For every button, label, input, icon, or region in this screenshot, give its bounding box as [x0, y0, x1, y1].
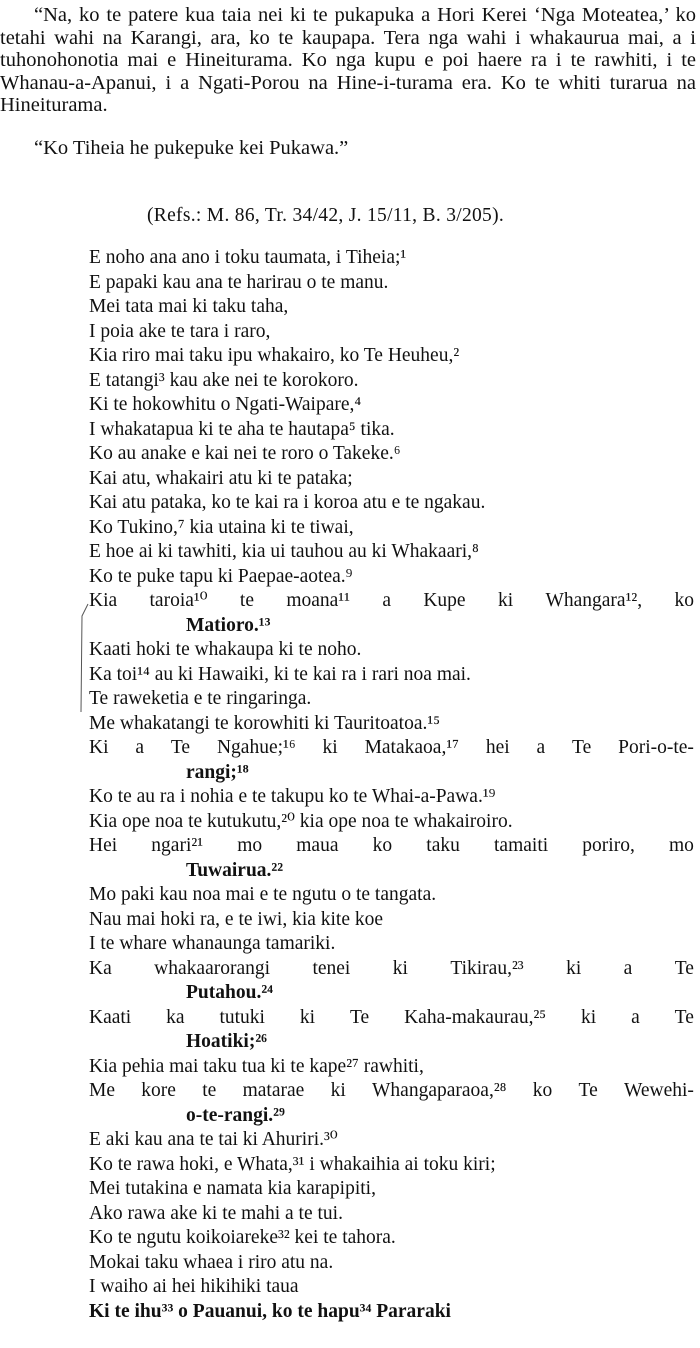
- poem-line: Mei tutakina e namata kia karapipiti,: [89, 1178, 376, 1199]
- poem-line-continuation: Tuwairua.²²: [186, 859, 284, 881]
- poem-line: Mo paki kau noa mai e te ngutu o te tangata.: [89, 884, 437, 905]
- poem-line: Ko te ngutu koikoiareke³² kei te tahora.: [89, 1227, 396, 1248]
- intro-text: “Na, ko te patere kua taia nei ki te pukapuka a Hori Kerei ‘Nga Moteatea,’ ko tetahi wahi na Karangi, ara, ko te kaupapa. Tera nga wahi i whakaurua mai, a i tuhonohonotia mai e Hineiturama. Ko nga kupu e poi haere ra i te rawhiti, i te Whanau-a-Apanui, i a Ngati-Porou na Hine-i-turama era. Ko te whiti turarua na Hineiturama.: [0, 4, 696, 116]
- references: (Refs.: M. 86, Tr. 34/42, J. 15/11, B. 3/205).: [147, 205, 505, 226]
- poem-line: E hoe ai ki tawhiti, kia ui tauhou au ki Whakaari,⁸: [89, 541, 479, 562]
- poem-line: Kaati ka tutuki ki Te Kaha-makaurau,²⁵ ki a Te: [89, 1006, 694, 1028]
- poem-line: I whakatapua ki te aha te hautapa⁵ tika.: [89, 418, 395, 440]
- poem-line: E aki kau ana te tai ki Ahuriri.³⁰: [89, 1129, 338, 1150]
- poem-line: Ako rawa ake ki te mahi a te tui.: [89, 1202, 343, 1224]
- poem-line: Ka toi¹⁴ au ki Hawaiki, ki te kai ra i rari noa mai.: [89, 663, 471, 685]
- poem-line-continuation: Hoatiki;²⁶: [186, 1031, 268, 1052]
- poem-line: Ki te hokowhitu o Ngati-Waipare,⁴: [89, 394, 362, 415]
- poem-line: Kaati hoki te whakaupa ki te noho.: [89, 639, 362, 660]
- poem-line: Kia pehia mai taku tua ki te kape²⁷ rawhiti,: [89, 1055, 424, 1077]
- poem: [89, 246, 694, 1324]
- poem-line: E papaki kau ana te harirau o te manu.: [89, 271, 389, 293]
- poem-line: Kai atu pataka, ko te kai ra i koroa atu e te ngakau.: [89, 492, 486, 513]
- poem-line-continuation: rangi;¹⁸: [186, 761, 249, 783]
- poem-line: Ko te au ra i nohia e te takupu ko te Whai-a-Pawa.¹⁹: [89, 786, 496, 807]
- poem-line: Ki a Te Ngahue;¹⁶ ki Matakaoa,¹⁷ hei a Te Pori-o-te-: [89, 737, 694, 758]
- poem-line: Ko au anake e kai nei te roro o Takeke.⁶: [89, 443, 401, 464]
- poem-line: Te raweketia e te ringaringa.: [89, 688, 312, 709]
- poem-line: Kia taroia¹⁰ te moana¹¹ a Kupe ki Whangara¹², ko: [89, 590, 694, 611]
- poem-line: Ko Tukino,⁷ kia utaina ki te tiwai,: [89, 516, 354, 538]
- poem-line: Nau mai hoki ra, e te iwi, kia kite koe: [89, 908, 384, 930]
- poem-line: I waiho ai hei hikihiki taua: [89, 1276, 299, 1297]
- poem-line: Kia riro mai taku ipu whakairo, ko Te Heuheu,²: [89, 345, 460, 366]
- poem-line: Mei tata mai ki taku taha,: [89, 296, 289, 317]
- intro-paragraph: [0, 4, 696, 117]
- poem-line: I te whare whanaunga tamariki.: [89, 933, 336, 954]
- poem-line: Ko te rawa hoki, e Whata,³¹ i whakaihia ai toku kiri;: [89, 1153, 496, 1175]
- poem-line: Mokai taku whaea i riro atu na.: [89, 1251, 334, 1273]
- poem-line-continuation: o-te-rangi.²⁹: [186, 1104, 285, 1126]
- poem-line-continuation: Matioro.¹³: [186, 614, 271, 636]
- poem-line: Me whakatangi te korowhiti ki Tauritoatoa.¹⁵: [89, 712, 440, 734]
- poem-line: Hei ngari²¹ mo maua ko taku tamaiti poriro, mo: [89, 835, 694, 856]
- poem-line: Ka whakaarorangi tenei ki Tikirau,²³ ki a Te: [89, 957, 694, 979]
- poem-line: Me kore te matarae ki Whangaparaoa,²⁸ ko Te Wewehi-: [89, 1080, 694, 1101]
- poem-line: Ko te puke tapu ki Paepae-aotea.⁹: [89, 565, 353, 587]
- poem-line-continuation: Putahou.²⁴: [186, 982, 274, 1003]
- poem-line: Ki te ihu³³ o Pauanui, ko te hapu³⁴ Pararaki: [89, 1300, 451, 1322]
- poem-line: I poia ake te tara i raro,: [89, 320, 271, 342]
- quote-line: “Ko Tiheia he pukepuke kei Pukawa.”: [34, 137, 349, 159]
- poem-line: Kai atu, whakairi atu ki te pataka;: [89, 467, 353, 489]
- poem-line: Kia ope noa te kutukutu,²⁰ kia ope noa te whakairoiro.: [89, 810, 513, 832]
- poem-line: E noho ana ano i toku taumata, i Tiheia;¹: [89, 247, 407, 268]
- poem-line: E tatangi³ kau ake nei te korokoro.: [89, 369, 359, 391]
